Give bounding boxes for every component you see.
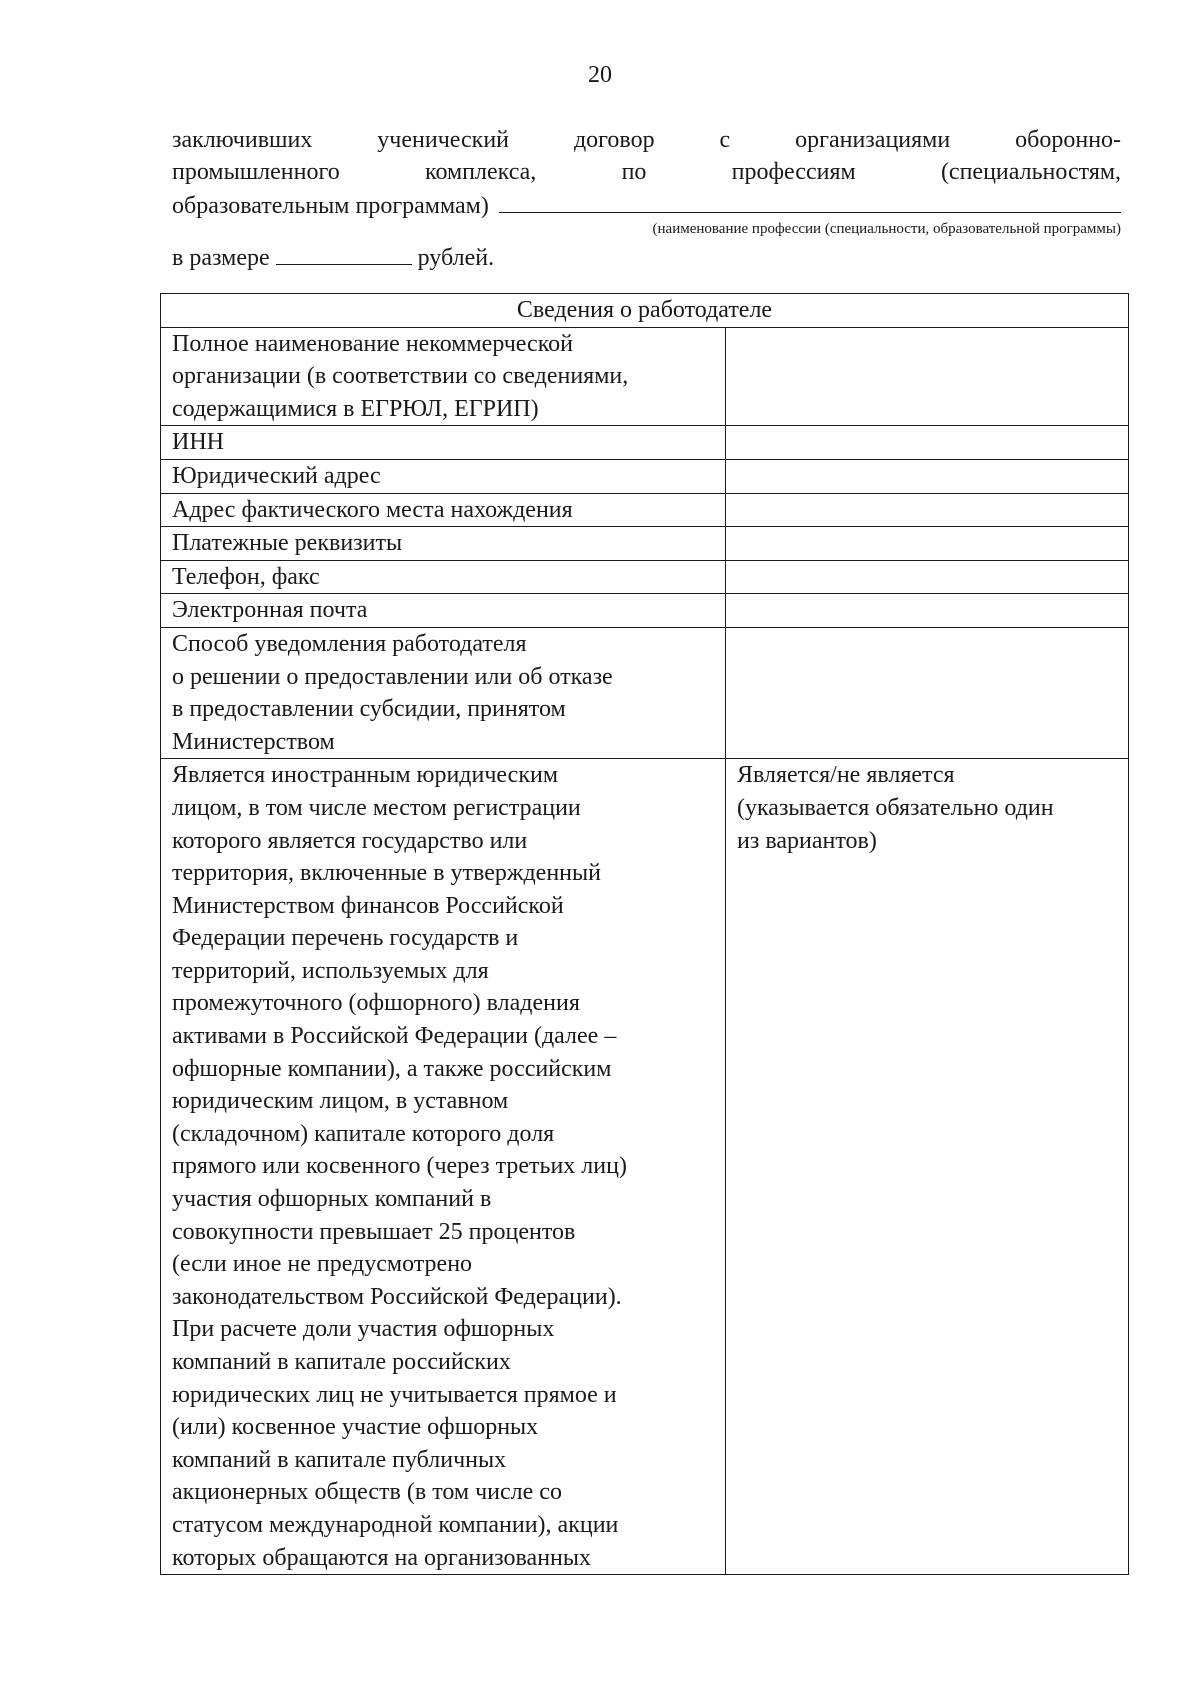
intro-line-1: [172, 124, 1121, 156]
intro-word: профессиям: [731, 159, 856, 185]
row-value-payment-details[interactable]: [726, 527, 1129, 561]
employer-info-table: [160, 293, 1129, 1575]
table-row: [161, 459, 1129, 493]
table-row: [161, 759, 1129, 1575]
row-label-email: Электронная почта: [161, 594, 726, 628]
row-label-legal-address: Юридический адрес: [161, 459, 726, 493]
row-label-notification-method: Способ уведомления работодателя о решении о предоставлении или об отказе в предоставлении субсидии, принятом Министерством: [161, 627, 726, 758]
row-label-actual-address: Адрес фактического места нахождения: [161, 493, 726, 527]
table-header: Сведения о работодателе: [161, 294, 1129, 328]
intro-word: заключивших: [172, 127, 313, 153]
row-label-phone-fax: Телефон, факс: [161, 560, 726, 594]
row-label-offshore-status: Является иностранным юридическим лицом, в том числе местом регистрации которого является государство или территория, включенные в утвержденный Министерством финансов Российской Федерации перечень государств и территорий, используемых для промежуточного (офшорного) владения активами в Российской Федерации (далее – офшорные компании), а также российским юридическим лицом, в уставном (складочном) капитале которого доля прямого или косвенного (через третьих лиц) участия офшорных компаний в совокупности превышает 25 процентов (если иное не предусмотрено законодательством Российской Федерации). При расчете доли участия офшорных компаний в капитале российских юридических лиц не учитывается прямое и (или) косвенное участие офшорных компаний в капитале публичных акционерных обществ (в том числе со статусом международной компании), акции которых обращаются на организованных: [161, 759, 726, 1575]
amount-line: [172, 242, 1121, 274]
table-row: [161, 327, 1129, 426]
table-row: [161, 527, 1129, 561]
intro-paragraph: [172, 124, 1121, 274]
table-row: [161, 426, 1129, 460]
intro-line-3: [172, 188, 1121, 220]
row-value-actual-address[interactable]: [726, 493, 1129, 527]
intro-word: комплекса,: [425, 159, 537, 185]
programs-label: образовательным программам): [172, 193, 489, 219]
row-value-full-name[interactable]: [726, 327, 1129, 426]
table-row: [161, 560, 1129, 594]
intro-line-2: [172, 156, 1121, 188]
table-row: [161, 493, 1129, 527]
table-row: [161, 627, 1129, 758]
row-value-legal-address[interactable]: [726, 459, 1129, 493]
page-number: 20: [588, 62, 612, 88]
row-value-notification-method[interactable]: [726, 627, 1129, 758]
amount-fill-line[interactable]: [276, 242, 412, 265]
intro-word: по: [621, 159, 647, 185]
table-row: [161, 594, 1129, 628]
row-value-email[interactable]: [726, 594, 1129, 628]
profession-hint: (наименование профессии (специальности, образовательной программы): [652, 221, 1121, 237]
amount-prefix: в размере: [172, 245, 270, 271]
intro-word: промышленного: [172, 159, 340, 185]
profession-fill-line[interactable]: [499, 188, 1121, 213]
row-value-phone-fax[interactable]: [726, 560, 1129, 594]
intro-word: с: [719, 127, 731, 153]
intro-word: ученический: [377, 127, 510, 153]
intro-word: (специальностям,: [940, 159, 1122, 185]
intro-word: организациями: [795, 127, 951, 153]
row-label-full-name: Полное наименование некоммерческой организации (в соответствии со сведениями, содержащимися в ЕГРЮЛ, ЕГРИП): [161, 327, 726, 426]
intro-word: договор: [573, 127, 655, 153]
intro-word: оборонно-: [1015, 127, 1122, 153]
amount-suffix: рублей.: [417, 245, 495, 271]
row-label-payment-details: Платежные реквизиты: [161, 527, 726, 561]
row-value-offshore-status[interactable]: Является/не является (указывается обязательно один из вариантов): [726, 759, 1129, 1575]
row-label-inn: ИНН: [161, 426, 726, 460]
row-value-inn[interactable]: [726, 426, 1129, 460]
